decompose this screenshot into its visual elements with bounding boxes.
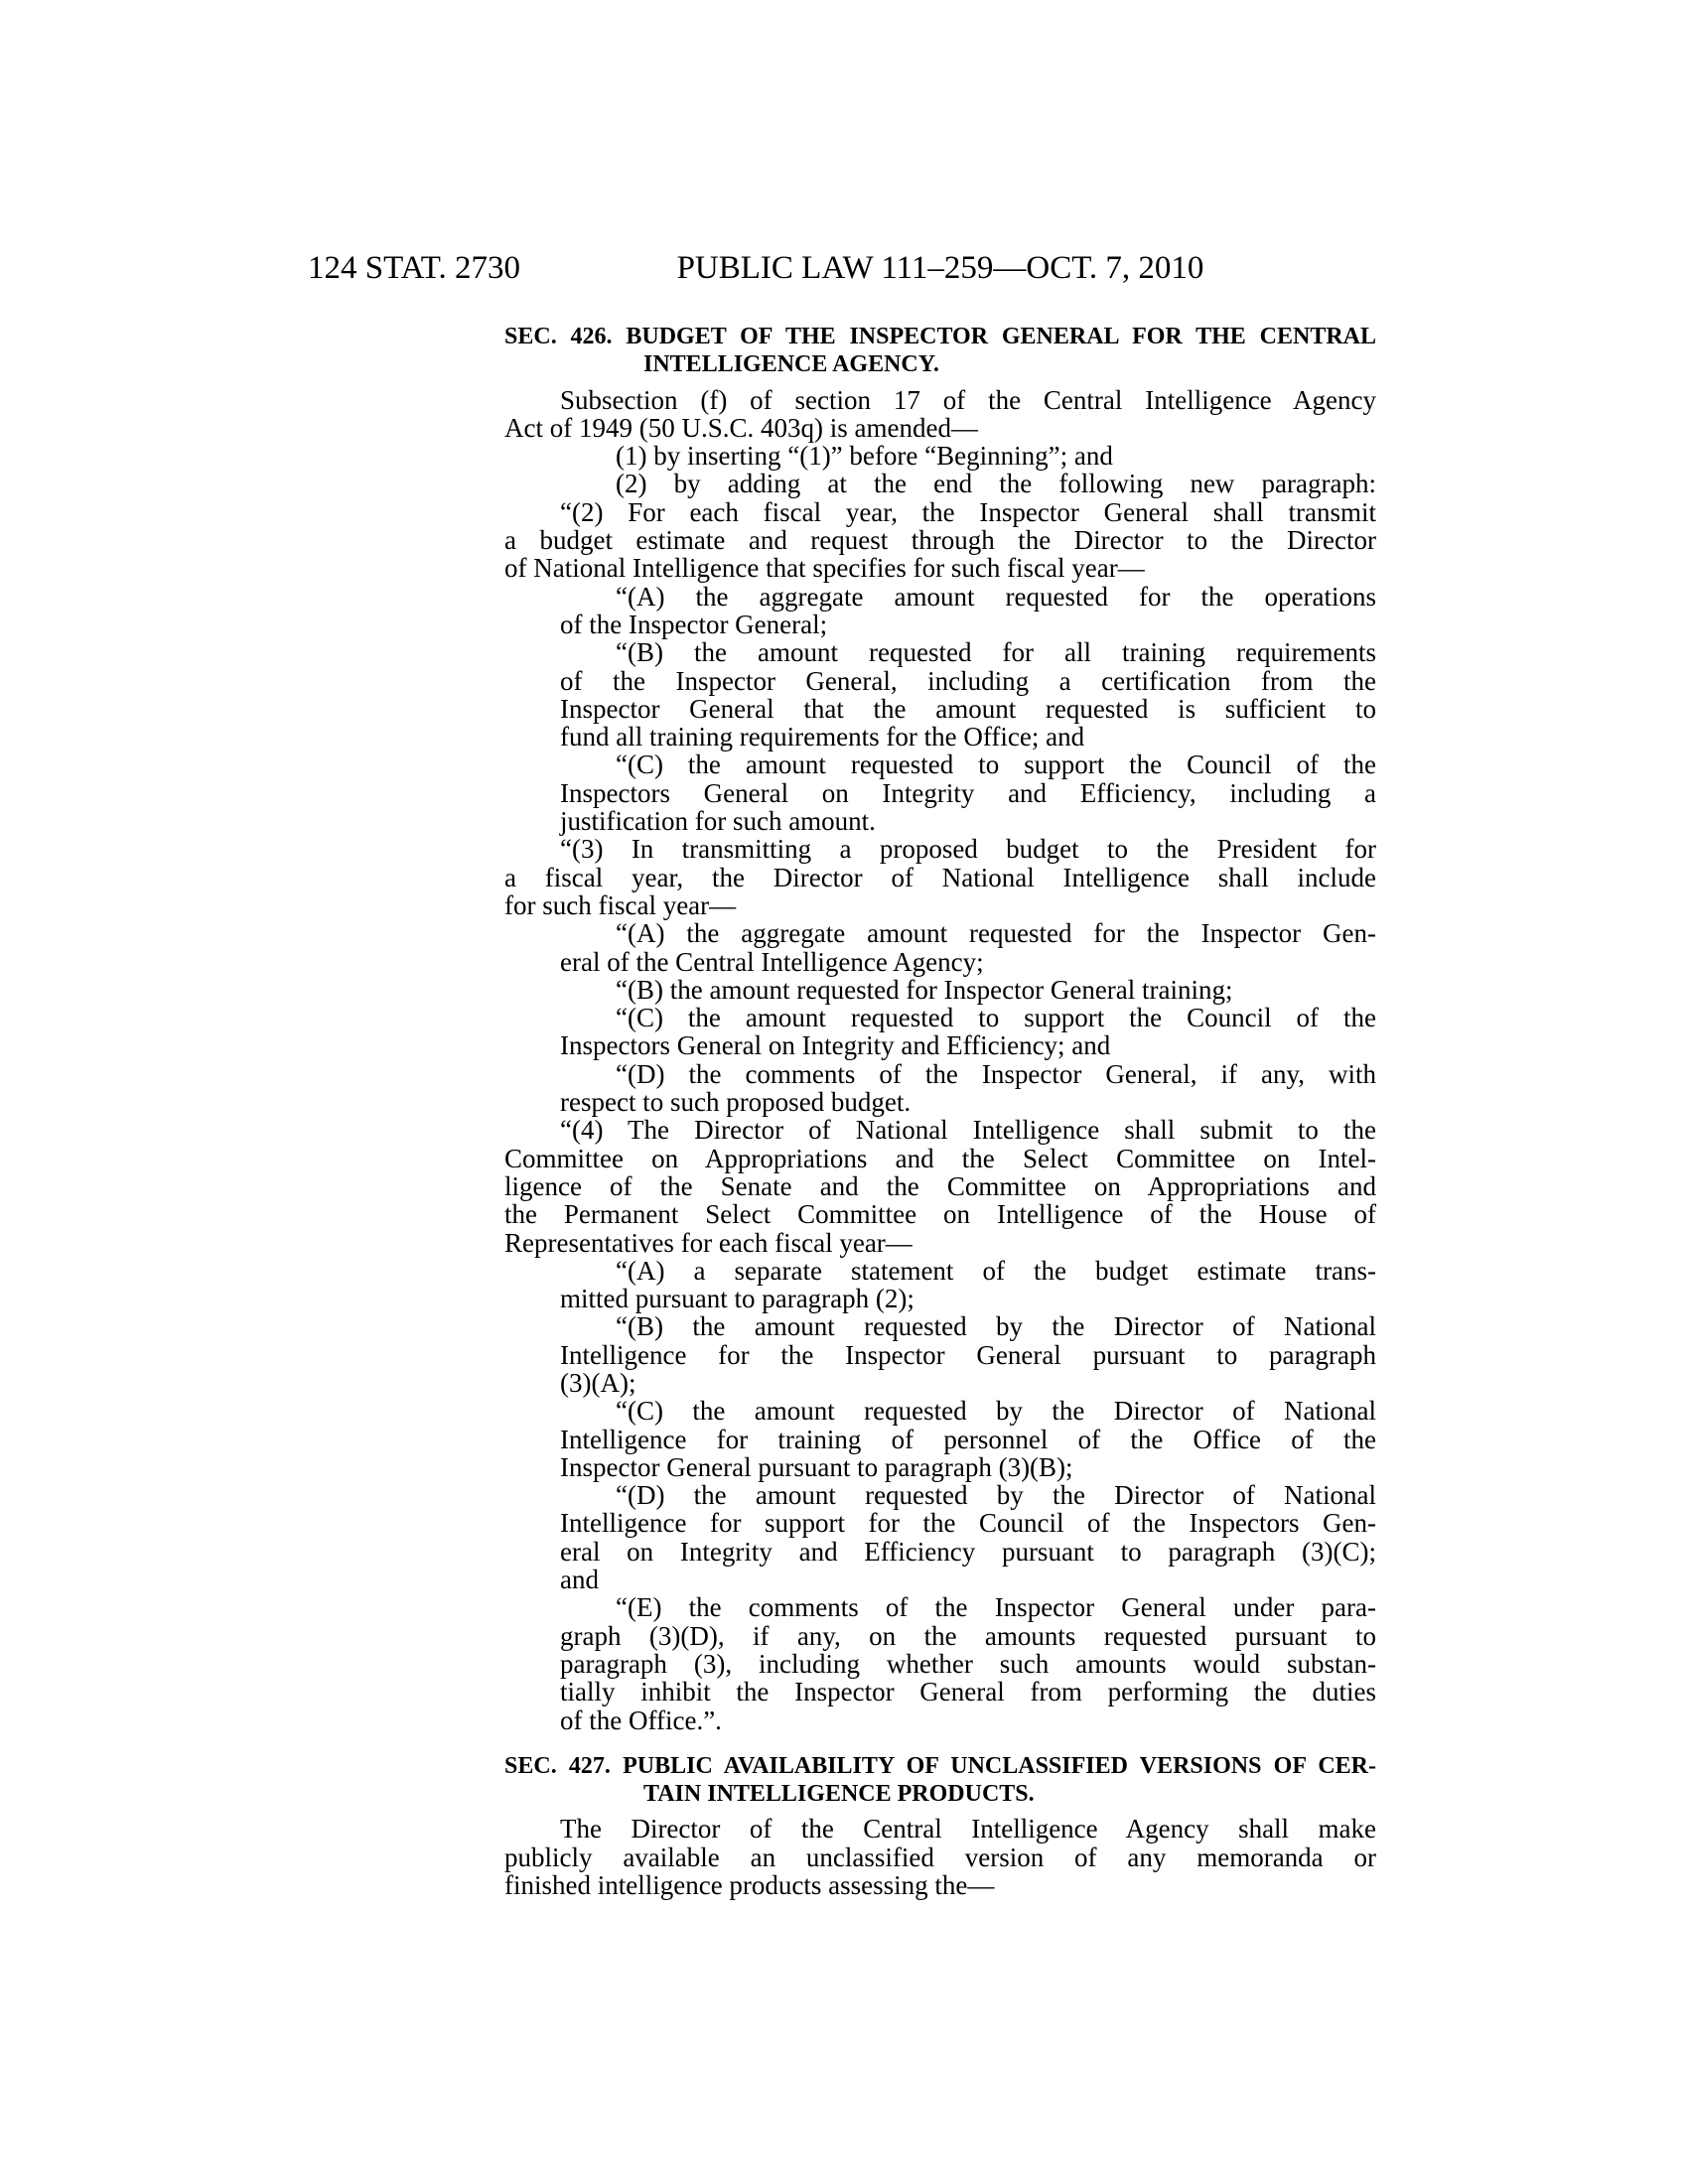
text-line: graph (3)(D), if any, on the amounts requested pursuant to: [560, 1620, 1376, 1651]
text-line: “(C) the amount requested to support the Council of the: [616, 1003, 1376, 1033]
text-line: publicly available an unclassified version of any memoranda or: [504, 1842, 1376, 1872]
text-line: respect to such proposed budget.: [560, 1087, 912, 1118]
text-line: Inspectors General on Integrity and Efficiency, including a: [560, 777, 1376, 808]
text-line: Intelligence for support for the Council of the Inspectors Gen-: [560, 1508, 1376, 1539]
text-line: “(C) the amount requested to support the Council of the: [616, 750, 1376, 780]
text-line: “(A) a separate statement of the budget estimate trans-: [616, 1255, 1376, 1286]
text-line: for such fiscal year—: [504, 889, 737, 920]
text-line: the Permanent Select Committee on Intelligence of the House of: [504, 1199, 1376, 1230]
text-line: paragraph (3), including whether such amounts would substan-: [560, 1648, 1376, 1679]
text-line: (2) by adding at the end the following new paragraph:: [616, 469, 1376, 499]
text-line: mitted pursuant to paragraph (2);: [560, 1284, 914, 1314]
section-heading: [504, 1752, 1376, 1809]
section-heading-line: SEC. 427. PUBLIC AVAILABILITY OF UNCLASSIFIED VERSIONS OF CER-: [504, 1752, 1376, 1779]
text-line: Inspector General that the amount requested is sufficient to: [560, 693, 1376, 724]
text-line: eral of the Central Intelligence Agency;: [560, 946, 984, 977]
statute-section: [504, 323, 1376, 1734]
text-line: of the Inspector General, including a certification from the: [560, 665, 1376, 696]
text-line: of National Intelligence that specifies for such fiscal year—: [504, 553, 1145, 584]
text-line: “(B) the amount requested by the Director of National: [616, 1311, 1376, 1342]
text-line: Representatives for each fiscal year—: [504, 1227, 913, 1258]
text-line: “(2) For each fiscal year, the Inspector General shall transmit: [560, 496, 1376, 527]
text-line: “(D) the amount requested by the Director of National: [616, 1480, 1376, 1511]
text-line: Subsection (f) of section 17 of the Central Intelligence Agency: [560, 384, 1376, 415]
text-line: The Director of the Central Intelligence Agency shall make: [560, 1814, 1376, 1844]
text-line: Inspector General pursuant to paragraph (3)(B);: [560, 1451, 1073, 1482]
section-heading-line: INTELLIGENCE AGENCY.: [643, 351, 939, 378]
text-line: “(D) the comments of the Inspector General, if any, with: [616, 1058, 1376, 1089]
text-line: “(4) The Director of National Intelligence shall submit to the: [560, 1115, 1376, 1146]
public-law-citation: PUBLIC LAW 111–259—OCT. 7, 2010: [676, 250, 1204, 286]
text-line: of the Inspector General;: [560, 609, 828, 639]
text-line: justification for such amount.: [560, 806, 876, 837]
text-line: Inspectors General on Integrity and Efficiency; and: [560, 1030, 1111, 1061]
section-heading-line: SEC. 426. BUDGET OF THE INSPECTOR GENERAL FOR THE CENTRAL: [504, 324, 1376, 349]
text-line: (1) by inserting “(1)” before “Beginning”; and: [616, 441, 1113, 472]
text-line: fund all training requirements for the Office; and: [560, 722, 1085, 752]
text-line: Intelligence for the Inspector General pursuant to paragraph: [560, 1339, 1376, 1370]
text-line: a fiscal year, the Director of National Intelligence shall include: [504, 862, 1376, 892]
stat-page-citation: 124 STAT. 2730: [308, 250, 521, 286]
statute-section: [504, 1752, 1376, 1899]
text-line: ligence of the Senate and the Committee on Appropriations and: [504, 1170, 1376, 1201]
text-line: finished intelligence products assessing the—: [504, 1870, 995, 1901]
text-line: Committee on Appropriations and the Select Committee on Intel-: [504, 1143, 1376, 1173]
text-line: and: [560, 1565, 599, 1595]
section-heading: [504, 323, 1376, 379]
text-line: Intelligence for training of personnel of the Office of the: [560, 1424, 1376, 1454]
text-line: “(A) the aggregate amount requested for the Inspector Gen-: [616, 918, 1376, 949]
section-body: [504, 1815, 1376, 1899]
text-line: a budget estimate and request through the Director to the Director: [504, 525, 1376, 556]
text-line: “(B) the amount requested for Inspector General training;: [616, 974, 1233, 1005]
text-line: tially inhibit the Inspector General from performing the duties: [560, 1677, 1376, 1707]
text-line: “(3) In transmitting a proposed budget to the President for: [560, 834, 1376, 865]
text-line: (3)(A);: [560, 1367, 636, 1398]
text-line: Act of 1949 (50 U.S.C. 403q) is amended—: [504, 412, 978, 443]
text-line: “(C) the amount requested by the Director of National: [616, 1396, 1376, 1427]
section-heading-line: TAIN INTELLIGENCE PRODUCTS.: [643, 1781, 1035, 1808]
text-line: of the Office.”.: [560, 1705, 722, 1735]
text-line: eral on Integrity and Efficiency pursuant to paragraph (3)(C);: [560, 1536, 1376, 1567]
text-line: “(A) the aggregate amount requested for the operations: [616, 581, 1376, 612]
statute-text-column: [504, 323, 1376, 1899]
text-line: “(B) the amount requested for all training requirements: [616, 637, 1376, 668]
text-line: “(E) the comments of the Inspector General under para-: [616, 1592, 1376, 1623]
section-body: [504, 386, 1376, 1734]
